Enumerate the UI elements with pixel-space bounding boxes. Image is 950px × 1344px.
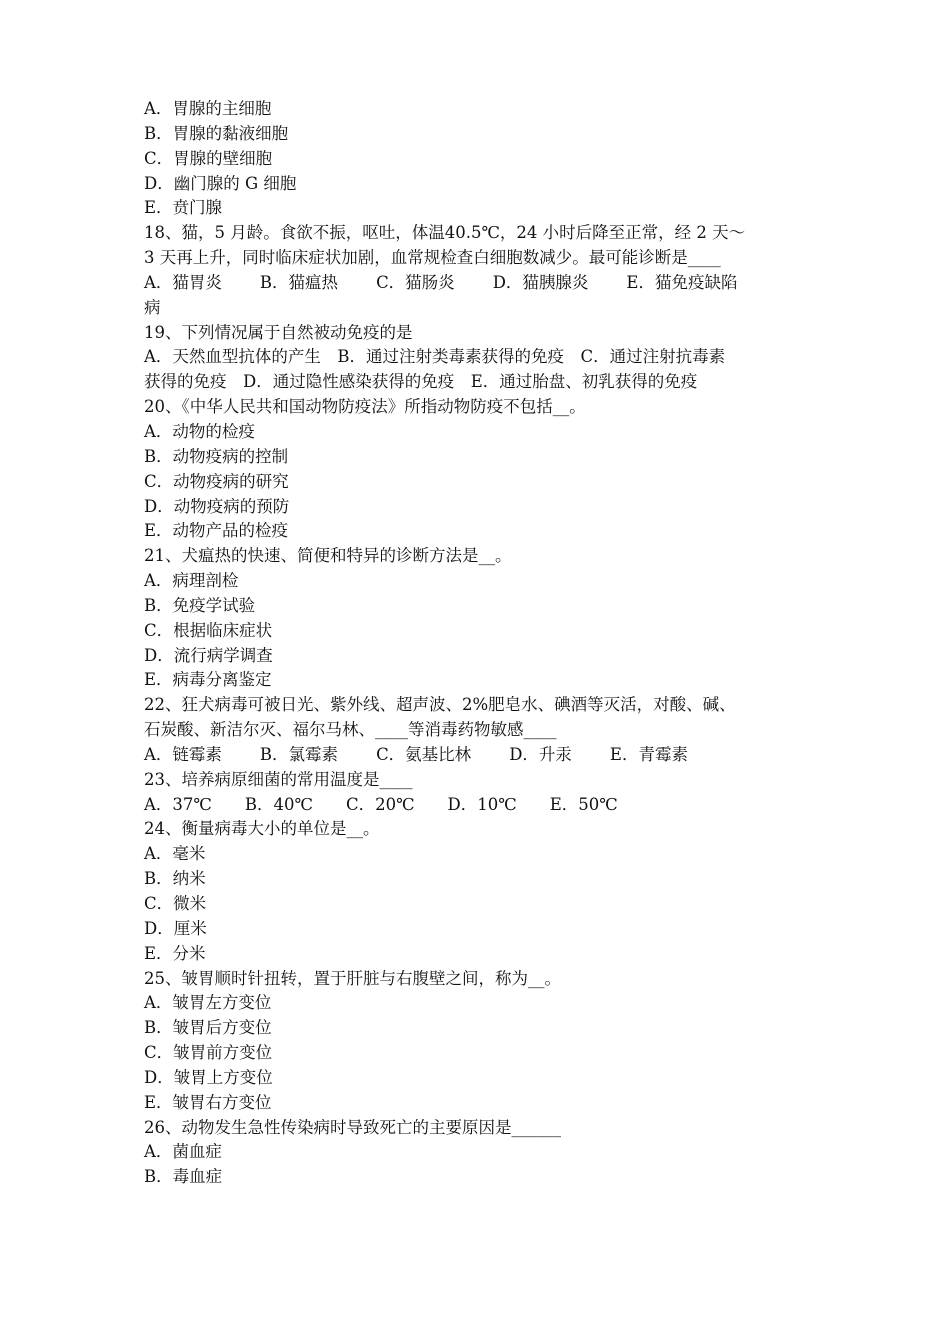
question-23: 23、培养病原细菌的常用温度是____ (144, 769, 413, 789)
option-line: D．厘米 (144, 918, 207, 938)
option-e: E．50℃ (549, 794, 618, 814)
option-line: E．分米 (144, 943, 206, 963)
option-a: A．猫胃炎 (144, 272, 222, 292)
option-line: C．微米 (144, 894, 207, 913)
option-d: D．10℃ (447, 794, 517, 814)
option-line: C．皱胃前方变位 (144, 1043, 273, 1063)
question-18-options (144, 271, 812, 296)
option-line: E．皱胃右方变位 (144, 1092, 272, 1112)
option-line: E．动物产品的检疫 (144, 521, 289, 541)
question-25: 25、皱胃顺时针扭转，置于肝脏与右腹壁之间，称为__。 (144, 968, 561, 988)
question-18-options-wrap: 病 (144, 297, 161, 317)
option-line: B．纳米 (144, 869, 206, 889)
option-b: B．猫瘟热 (259, 272, 339, 292)
option-d: D．猫胰腺炎 (492, 272, 589, 292)
question-24: 24、衡量病毒大小的单位是__。 (144, 819, 380, 839)
option-a: A．37℃ (144, 794, 212, 814)
option-line: B．毒血症 (144, 1167, 223, 1187)
option-line: C．动物疫病的研究 (144, 471, 289, 491)
option-line: A．胃腺的主细胞 (144, 99, 272, 118)
question-22-line-1: 22、狂犬病毒可被日光、紫外线、超声波、2%肥皂水、碘酒等灭活，对酸、碱、 (144, 695, 736, 715)
option-line: A．毫米 (144, 844, 206, 864)
option-line: A．皱胃左方变位 (144, 993, 272, 1013)
option-line: D．流行病学调查 (144, 645, 273, 665)
option-line: D．皱胃上方变位 (144, 1067, 273, 1087)
option-line: B．胃腺的黏液细胞 (144, 123, 289, 143)
question-20: 20、《中华人民共和国动物防疫法》所指动物防疫不包括__。 (144, 397, 586, 417)
question-18-line-1: 18、猫，5 月龄。食欲不振，呕吐，体温40.5℃，24 小时后降至正常，经 2 天～ (144, 223, 746, 243)
option-line: B．皱胃后方变位 (144, 1018, 272, 1038)
option-a: A．链霉素 (144, 744, 222, 764)
question-22-options (144, 743, 812, 768)
option-line: E．贲门腺 (144, 198, 223, 218)
option-c: C．氨基比林 (376, 744, 472, 764)
option-c: C．20℃ (345, 794, 415, 814)
option-b: B．40℃ (244, 794, 313, 814)
question-19-options-line-2: 获得的免疫 D．通过隐性感染获得的免疫 E．通过胎盘、初乳获得的免疫 (144, 372, 698, 392)
option-line: B．动物疫病的控制 (144, 446, 289, 466)
option-line: A．菌血症 (144, 1142, 222, 1162)
option-c: C．猫肠炎 (376, 272, 455, 292)
option-line: C．胃腺的壁细胞 (144, 148, 273, 168)
option-d: D．升汞 (509, 744, 572, 764)
option-line: A．动物的检疫 (144, 421, 255, 441)
question-22-line-2: 石炭酸、新洁尔灭、福尔马林、____等消毒药物敏感____ (144, 720, 557, 740)
question-21: 21、犬瘟热的快速、简便和特异的诊断方法是__。 (144, 546, 512, 566)
option-line: D．动物疫病的预防 (144, 496, 290, 516)
document-page (144, 97, 812, 1190)
option-e: E．青霉素 (609, 744, 688, 764)
option-line: B．免疫学试验 (144, 595, 256, 615)
option-line: C．根据临床症状 (144, 620, 273, 640)
question-23-options (144, 793, 812, 818)
question-19-options-line-1: A．天然血型抗体的产生 B．通过注射类毒素获得的免疫 C．通过注射抗毒素 (144, 347, 726, 367)
question-18-line-2: 3 天再上升，同时临床症状加剧，血常规检查白细胞数减少。最可能诊断是____ (144, 248, 721, 268)
question-19: 19、下列情况属于自然被动免疫的是 (144, 322, 413, 342)
question-26: 26、动物发生急性传染病时导致死亡的主要原因是______ (144, 1117, 561, 1137)
option-e: E．猫免疫缺陷 (626, 272, 738, 292)
option-b: B．氯霉素 (259, 744, 339, 764)
option-line: A．病理剖检 (144, 571, 239, 591)
option-line: E．病毒分离鉴定 (144, 670, 272, 690)
option-line: D．幽门腺的 G 细胞 (144, 173, 297, 193)
